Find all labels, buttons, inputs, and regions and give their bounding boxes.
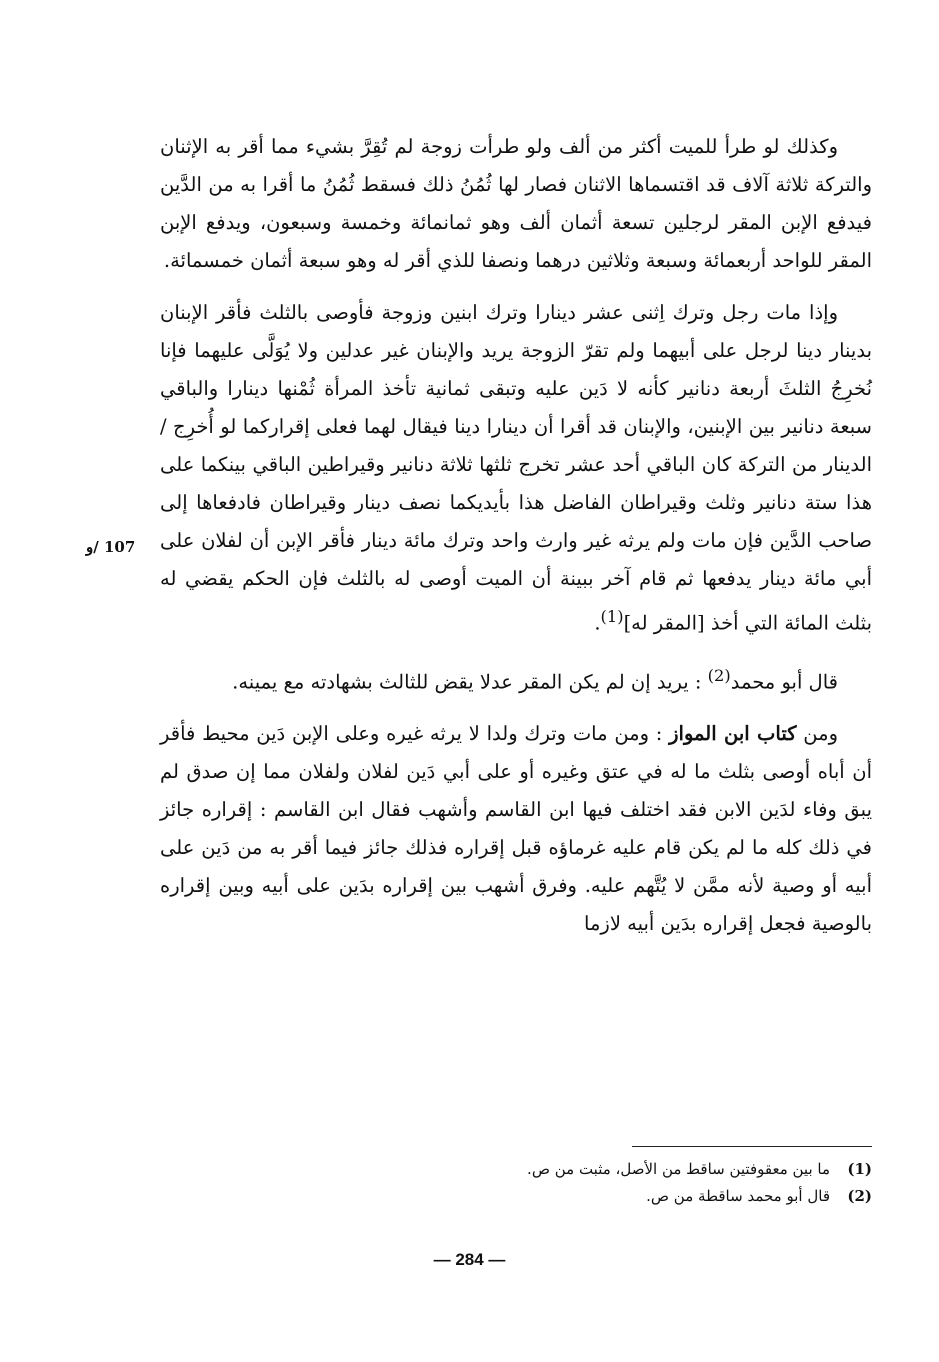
page-number: — 284 —: [433, 1250, 506, 1269]
footnotes: [300, 1156, 872, 1210]
footnote-2: [300, 1183, 872, 1210]
paragraph-4-lead: ومن: [796, 722, 838, 745]
footnote-1-number: (1): [847, 1160, 872, 1178]
paragraph-3: [160, 657, 872, 702]
footnote-2-text: قال أبو محمد ساقطة من ص.: [646, 1187, 830, 1205]
paragraph-4-book-title: كتاب ابن المواز: [669, 722, 797, 745]
footnote-ref-1: (1): [600, 607, 624, 626]
paragraph-3-text: : يريد إن لم يكن المقر عدلا يقض للثالث بشهادته مع يمينه.: [232, 670, 708, 693]
paragraph-2-text: وإذا مات رجل وترك اِثنى عشر دينارا وترك ابنين وزوجة فأوصى بالثلث فأقر الإبنان بدينار دينا لرجل على أبيهما ولم تقرّ الزوجة يريد والإبنان غير عدلين ولا يُوَلَّى عليهما فإنا نُخرِجُ الثلثَ أربعة دنانير كأنه لا دَين عليه وتبقى ثمانية تأخذ المرأة ثُمْنها دينارا والباقي سبعة دنانير بين الإبنين، والإبنان قد أقرا أن دينارا دينا فيقال لهما فعلى إقراركما لو أُخرِج / الدينار من التركة كان الباقي أحد عشر تخرج ثلثها ثلاثة دنانير وقيراطين الباقي بينكما على هذا ستة دنانير وثلث وقيراطان الفاضل هذا بأيديكما نصف دينار وقيراطان فادفعاها إلى صاحب الدَّين فإن مات ولم يرثه غير وارث واحد وترك مائة دينار فأقر الإبن أن لفلان على أبي مائة دينار يدفعها ثم قام آخر ببينة أن الميت أوصى له بالثلث فإن الحكم يقضي له بثلث المائة التي أخذ [المقر له]: [160, 301, 872, 635]
footnote-2-number: (2): [847, 1187, 872, 1205]
paragraph-2: [160, 294, 872, 643]
footnote-ref-2: (2): [707, 665, 731, 685]
paragraph-2-end: .: [594, 611, 601, 635]
footnote-1-text: ما بين معقوفتين ساقط من الأصل، مثبت من ص.: [527, 1160, 830, 1178]
folio-marginal-note: 107 /و: [86, 538, 136, 556]
paragraph-4-text: : ومن مات وترك ولدا لا يرثه غيره وعلى الإبن دَين محيط فأقر أن أباه أوصى بثلث ما له في عتق وغيره أو على أبي دَين لفلان ولفلان مما إن صدق لم يبق وفاء لدَين الابن فقد اختلف فيها ابن القاسم وأشهب فقال ابن القاسم : إقراره جائز في ذلك كله ما لم يكن قام عليه غرماؤه قبل إقراره فذلك جائز فيما أقر به من دَين على أبيه أو وصية لأنه ممَّن لا يُتَّهم عليه. وفرق أشهب بين إقراره بدَين على أبيه وبين إقراره بالوصية فجعل إقراره بدَين أبيه لازما: [160, 722, 872, 935]
paragraph-1-text: وكذلك لو طرأ للميت أكثر من ألف ولو طرأت زوجة لم تُقِرَّ بشيء مما أقر به الإثنان والتركة ثلاثة آلاف قد اقتسماها الاثنان فصار لها ثُمُنُ ذلك فسقط ثُمُنُ ما أقرا به من الدَّين فيدفع الإبن المقر لرجلين تسعة أثمان ألف وهو ثمانمائة وخمسة وسبعون، ويدفع الإبن المقر للواحد أربعمائة وسبعة وثلاثين درهما ونصفا للذي أقر له وهو سبعة أثمان خمسمائة.: [160, 135, 872, 272]
footnote-1: [300, 1156, 872, 1183]
main-text: [160, 128, 872, 943]
paragraph-3-speaker: قال أبو محمد: [730, 670, 838, 693]
paragraph-1: [160, 128, 872, 280]
paragraph-4: [160, 715, 872, 943]
footnote-divider: [632, 1146, 872, 1147]
